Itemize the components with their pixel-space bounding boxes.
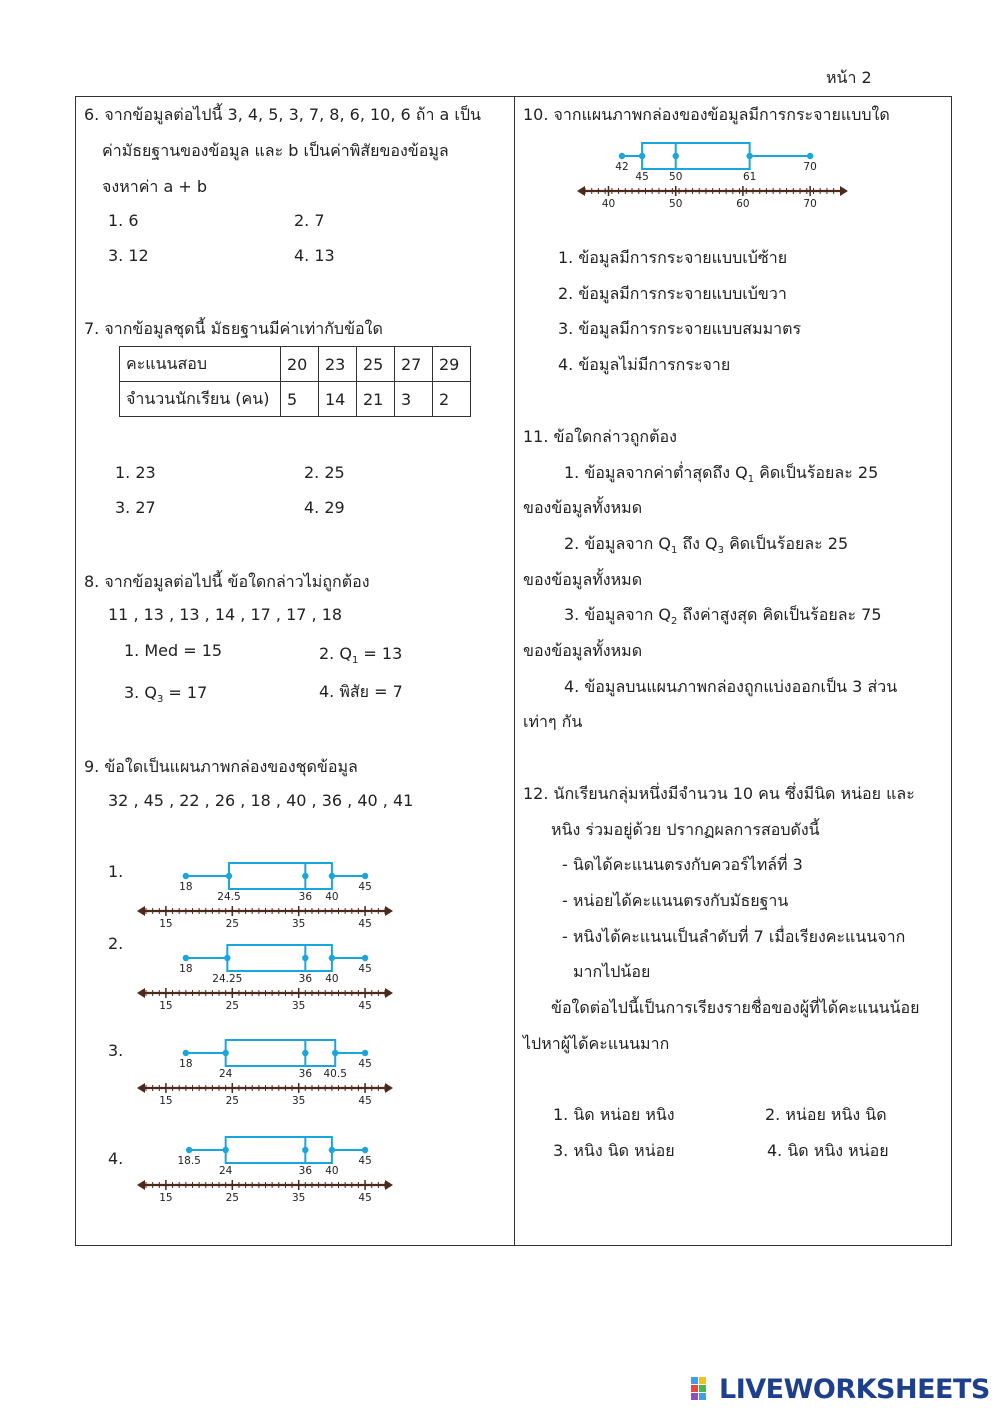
q8-choice-2-value: = 13 xyxy=(358,644,403,663)
table-cell: 3 xyxy=(395,382,433,417)
q3-point xyxy=(329,873,335,879)
arrow-left xyxy=(137,906,145,916)
median-point xyxy=(302,873,308,879)
max-label: 45 xyxy=(358,963,372,975)
q9-boxplot-option-3 xyxy=(135,1032,395,1110)
q3-label: 40 xyxy=(325,1165,339,1177)
q12-choice-4[interactable]: 4. นิด หนิง หน่อย xyxy=(767,1141,889,1160)
max-point xyxy=(362,873,368,879)
q11-c2-text: 2. ข้อมูลจาก Q xyxy=(564,534,671,553)
arrow-right xyxy=(840,186,848,196)
q6-choice-4[interactable]: 4. 13 xyxy=(294,246,335,265)
q1-label: 24.5 xyxy=(217,891,241,903)
q12-bullet-2: - หน่อยได้คะแนนตรงกับมัธยฐาน xyxy=(562,891,789,910)
q3-label: 40 xyxy=(325,891,339,903)
median-point xyxy=(302,955,308,961)
axis-tick-label: 25 xyxy=(225,1095,239,1107)
min-point xyxy=(619,153,625,159)
axis-tick-label: 35 xyxy=(292,918,306,930)
q9-option-2-label[interactable]: 2. xyxy=(108,934,124,953)
q9-option-4-label[interactable]: 4. xyxy=(108,1149,124,1168)
axis-tick-label: 40 xyxy=(601,198,616,210)
q12-question-line-1: ข้อใดต่อไปนี้เป็นการเรียงรายชื่อของผู้ที่ได้คะแนนน้อย xyxy=(551,998,920,1017)
median-point xyxy=(673,153,679,159)
median-label: 36 xyxy=(298,891,313,903)
q3-point xyxy=(332,1050,338,1056)
q12-line-1: 12. นักเรียนกลุ่มหนึ่งมีจำนวน 10 คน ซึ่งมีนิด หน่อย และ xyxy=(523,784,915,803)
q11-c2-tail: คิดเป็นร้อยละ 25 xyxy=(724,534,849,553)
q6-choice-2[interactable]: 2. 7 xyxy=(294,211,325,230)
q8-choice-2-sub: 1 xyxy=(351,655,359,667)
q11-c3-sub: 2 xyxy=(670,616,678,628)
min-label: 18 xyxy=(179,881,193,893)
axis-tick-label: 25 xyxy=(225,918,239,930)
max-point xyxy=(362,1050,368,1056)
arrow-right xyxy=(385,1083,393,1093)
q12-bullet-3: - หนิงได้คะแนนเป็นลำดับที่ 7 เมื่อเรียงคะแนนจาก xyxy=(562,927,906,946)
q11-c2-sub2: 3 xyxy=(717,545,724,557)
q6-choice-3[interactable]: 3. 12 xyxy=(108,246,149,265)
q1-label: 45 xyxy=(635,171,649,183)
q9-boxplot-option-1 xyxy=(135,855,395,933)
q12-bullet-3-cont: มากไปน้อย xyxy=(573,962,651,981)
q8-choice-3-value: = 17 xyxy=(163,683,208,702)
q10-question: 10. จากแผนภาพกล่องของข้อมูลมีการกระจายแบบใด xyxy=(523,105,890,124)
arrow-right xyxy=(385,1180,393,1190)
q11-c1-tail: คิดเป็นร้อยละ 25 xyxy=(754,463,879,482)
q8-choice-2-text: 2. Q xyxy=(319,644,352,663)
axis-tick-label: 25 xyxy=(225,1000,239,1012)
table-cell: จำนวนนักเรียน (คน) xyxy=(120,382,281,417)
q8-choice-3-sub: 3 xyxy=(156,694,164,706)
axis-tick-label: 70 xyxy=(803,198,817,210)
table-cell: 2 xyxy=(433,382,471,417)
table-cell: 23 xyxy=(319,347,357,382)
q7-choice-1[interactable]: 1. 23 xyxy=(115,463,156,482)
box xyxy=(227,945,332,971)
q8-choice-4[interactable]: 4. พิสัย = 7 xyxy=(319,682,403,701)
q3-point xyxy=(329,1147,335,1153)
arrow-left xyxy=(137,1083,145,1093)
min-label: 18 xyxy=(179,963,193,975)
q11-choice-2-line-2: ของข้อมูลทั้งหมด xyxy=(523,570,643,589)
q11-c3-text: 3. ข้อมูลจาก Q xyxy=(564,605,671,624)
axis-tick-label: 15 xyxy=(159,1192,173,1204)
table-cell: 29 xyxy=(433,347,471,382)
q1-point xyxy=(224,955,230,961)
arrow-right xyxy=(385,906,393,916)
arrow-left xyxy=(137,1180,145,1190)
q11-choice-4[interactable]: 4. ข้อมูลบนแผนภาพกล่องถูกแบ่งออกเป็น 3 ส่วน xyxy=(564,677,898,696)
q11-choice-3-line-2: ของข้อมูลทั้งหมด xyxy=(523,641,643,660)
axis-tick-label: 45 xyxy=(358,1095,372,1107)
q10-choice-2[interactable]: 2. ข้อมูลมีการกระจายแบบเบ้ขวา xyxy=(558,284,787,303)
page-number: หน้า 2 xyxy=(826,68,872,87)
q11-c1-sub: 1 xyxy=(747,474,755,486)
min-point xyxy=(186,1147,192,1153)
arrow-left xyxy=(577,186,585,196)
q6-line-1: 6. จากข้อมูลต่อไปนี้ 3, 4, 5, 3, 7, 8, 6, 10, 6 ถ้า a เป็น xyxy=(84,105,481,124)
q12-choice-3[interactable]: 3. หนิง นิด หน่อย xyxy=(553,1141,675,1160)
q11-c2-sub1: 1 xyxy=(670,545,678,557)
q6-choice-1[interactable]: 1. 6 xyxy=(108,211,139,230)
min-point xyxy=(183,955,189,961)
q11-choice-3[interactable] xyxy=(564,603,882,628)
q8-choice-3[interactable] xyxy=(124,683,207,705)
q8-data: 11 , 13 , 13 , 14 , 17 , 17 , 18 xyxy=(108,605,343,624)
q7-question: 7. จากข้อมูลชุดนี้ มัธยฐานมีค่าเท่ากับข้อใด xyxy=(84,319,383,338)
q3-point xyxy=(746,153,752,159)
q9-option-1-label[interactable]: 1. xyxy=(108,862,124,881)
q8-choice-3-text: 3. Q xyxy=(124,683,157,702)
q11-choice-2[interactable] xyxy=(564,532,848,557)
median-point xyxy=(302,1147,308,1153)
q9-boxplot-option-2 xyxy=(135,937,395,1015)
axis-tick-label: 15 xyxy=(159,1000,173,1012)
max-label: 45 xyxy=(358,1058,372,1070)
q1-label: 24.25 xyxy=(212,973,243,985)
q10-boxplot xyxy=(575,135,850,210)
q10-choice-3[interactable]: 3. ข้อมูลมีการกระจายแบบสมมาตร xyxy=(558,319,802,338)
q12-line-2: หนิง ร่วมอยู่ด้วย ปรากฏผลการสอบดังนี้ xyxy=(551,820,820,839)
q9-question: 9. ข้อใดเป็นแผนภาพกล่องของชุดข้อมูล xyxy=(84,757,358,776)
table-cell: คะแนนสอบ xyxy=(120,347,281,382)
box xyxy=(642,143,750,169)
q11-question: 11. ข้อใดกล่าวถูกต้อง xyxy=(523,427,677,446)
q12-choice-2[interactable]: 2. หน่อย หนิง นิด xyxy=(765,1105,887,1124)
min-point xyxy=(183,1050,189,1056)
table-cell: 14 xyxy=(319,382,357,417)
axis-tick-label: 25 xyxy=(225,1192,239,1204)
axis-tick-label: 15 xyxy=(159,918,173,930)
q3-point xyxy=(329,955,335,961)
q11-choice-4-line-2: เท่าๆ กัน xyxy=(523,712,583,731)
q8-question: 8. จากข้อมูลต่อไปนี้ ข้อใดกล่าวไม่ถูกต้อง xyxy=(84,572,370,591)
min-label: 42 xyxy=(615,161,629,173)
q7-choice-3[interactable]: 3. 27 xyxy=(115,498,156,517)
q6-line-2: ค่ามัธยฐานของข้อมูล และ b เป็นค่าพิสัยของข้อมูล xyxy=(102,141,449,160)
column-divider xyxy=(514,96,515,1246)
median-label: 36 xyxy=(298,1165,313,1177)
min-label: 18 xyxy=(179,1058,193,1070)
q11-choice-1[interactable] xyxy=(564,461,878,486)
q6-line-3: จงหาค่า a + b xyxy=(102,177,208,196)
q1-point xyxy=(226,873,232,879)
median-label: 50 xyxy=(669,171,683,183)
q11-choice-1-line-2: ของข้อมูลทั้งหมด xyxy=(523,498,643,517)
box xyxy=(226,1137,332,1163)
q11-c3-tail: ถึงค่าสูงสุด คิดเป็นร้อยละ 75 xyxy=(677,605,882,624)
table-cell: 5 xyxy=(281,382,319,417)
axis-tick-label: 35 xyxy=(292,1192,306,1204)
q8-choice-2[interactable] xyxy=(319,644,402,666)
q9-boxplot-option-4 xyxy=(135,1129,395,1207)
q3-label: 40.5 xyxy=(323,1068,347,1080)
q11-c2-mid: ถึง Q xyxy=(677,534,718,553)
axis-tick-label: 15 xyxy=(159,1095,173,1107)
axis-tick-label: 50 xyxy=(669,198,683,210)
median-label: 36 xyxy=(298,973,313,985)
arrow-left xyxy=(137,988,145,998)
q7-score-table xyxy=(119,346,471,417)
liveworksheets-logo[interactable] xyxy=(690,1372,990,1406)
q10-choice-1[interactable]: 1. ข้อมูลมีการกระจายแบบเบ้ซ้าย xyxy=(558,248,788,267)
median-point xyxy=(302,1050,308,1056)
axis-tick-label: 45 xyxy=(358,1000,372,1012)
box xyxy=(226,1040,336,1066)
max-point xyxy=(362,1147,368,1153)
q11-c1-text: 1. ข้อมูลจากค่าต่ำสุดถึง Q xyxy=(564,463,748,482)
q9-option-3-label[interactable]: 3. xyxy=(108,1041,124,1060)
q7-choice-2[interactable]: 2. 25 xyxy=(304,463,345,482)
logo-text: LIVEWORKSHEETS xyxy=(719,1373,990,1405)
max-point xyxy=(807,153,813,159)
axis-tick-label: 35 xyxy=(292,1095,306,1107)
q12-bullet-1: - นิดได้คะแนนตรงกับควอร์ไทล์ที่ 3 xyxy=(562,855,803,874)
axis-tick-label: 60 xyxy=(736,198,750,210)
table-cell: 25 xyxy=(357,347,395,382)
logo-icon xyxy=(690,1376,716,1402)
axis-tick-label: 45 xyxy=(358,1192,372,1204)
max-label: 45 xyxy=(358,1155,372,1167)
q1-point xyxy=(222,1147,228,1153)
q7-table-row-scores xyxy=(120,347,471,382)
q3-label: 40 xyxy=(325,973,339,985)
q1-point xyxy=(639,153,645,159)
q10-choice-4[interactable]: 4. ข้อมูลไม่มีการกระจาย xyxy=(558,355,731,374)
q9-data: 32 , 45 , 22 , 26 , 18 , 40 , 36 , 40 , 41 xyxy=(108,791,414,810)
q7-table-row-students xyxy=(120,382,471,417)
box xyxy=(229,863,332,889)
q3-label: 61 xyxy=(742,171,757,183)
axis-tick-label: 45 xyxy=(358,918,372,930)
q1-point xyxy=(222,1050,228,1056)
median-label: 36 xyxy=(298,1068,313,1080)
q8-choice-1[interactable]: 1. Med = 15 xyxy=(124,641,223,660)
min-label: 18.5 xyxy=(177,1155,201,1167)
q12-choice-1[interactable]: 1. นิด หน่อย หนิง xyxy=(553,1105,675,1124)
max-label: 45 xyxy=(358,881,372,893)
min-point xyxy=(183,873,189,879)
q12-question-line-2: ไปหาผู้ได้คะแนนมาก xyxy=(523,1034,670,1053)
q1-label: 24 xyxy=(218,1165,233,1177)
q1-label: 24 xyxy=(218,1068,233,1080)
table-cell: 27 xyxy=(395,347,433,382)
max-point xyxy=(362,955,368,961)
q7-choice-4[interactable]: 4. 29 xyxy=(304,498,345,517)
axis-tick-label: 35 xyxy=(292,1000,306,1012)
max-label: 70 xyxy=(803,161,817,173)
table-cell: 21 xyxy=(357,382,395,417)
arrow-right xyxy=(385,988,393,998)
table-cell: 20 xyxy=(281,347,319,382)
